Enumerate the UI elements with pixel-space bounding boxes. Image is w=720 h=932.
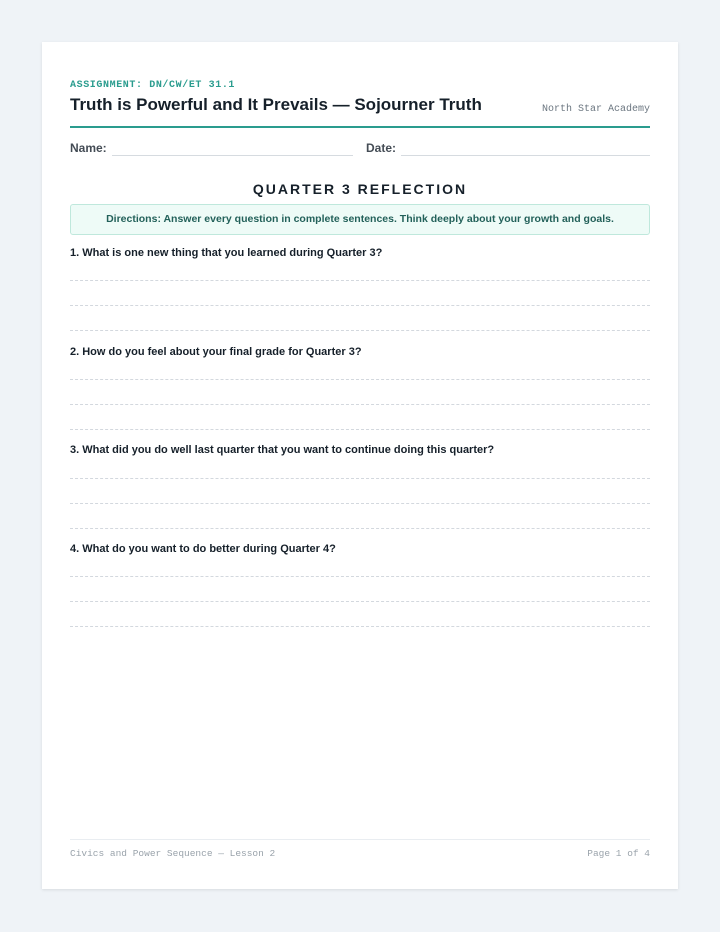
- date-field[interactable]: [401, 155, 650, 156]
- name-field[interactable]: [112, 155, 353, 156]
- answer-line[interactable]: [70, 330, 650, 331]
- footer-divider: [70, 839, 650, 840]
- answer-line[interactable]: [70, 404, 650, 405]
- answer-line[interactable]: [70, 601, 650, 602]
- answer-line[interactable]: [70, 379, 650, 380]
- answer-line[interactable]: [70, 280, 650, 281]
- question-2: [70, 345, 650, 359]
- question-1: [70, 246, 650, 260]
- worksheet-page: [42, 42, 678, 889]
- answer-line[interactable]: [70, 503, 650, 504]
- page-title: Truth is Powerful and It Prevails — Sojourner Truth: [70, 95, 482, 114]
- answer-line[interactable]: [70, 305, 650, 306]
- question-text: 3. What did you do well last quarter that you want to continue doing this quarter?: [70, 444, 495, 456]
- question-4: [70, 542, 650, 556]
- answer-line[interactable]: [70, 576, 650, 577]
- answer-line[interactable]: [70, 528, 650, 529]
- answer-line[interactable]: [70, 626, 650, 627]
- assignment-code: ASSIGNMENT: DN/CW/ET 31.1: [70, 80, 236, 91]
- header-divider: [70, 126, 650, 128]
- question-3: [70, 443, 650, 457]
- question-text: 2. How do you feel about your final grade for Quarter 3?: [70, 346, 362, 358]
- school-name: North Star Academy: [541, 104, 650, 115]
- section-title: QUARTER 3 REFLECTION: [252, 181, 468, 197]
- question-text: 1. What is one new thing that you learned during Quarter 3?: [70, 247, 383, 259]
- date-label: Date:: [366, 141, 397, 155]
- page-number: Page 1 of 4: [587, 848, 650, 859]
- question-text: 4. What do you want to do better during Quarter 4?: [70, 543, 336, 555]
- footer-lesson: Civics and Power Sequence — Lesson 2: [70, 848, 276, 859]
- directions-box: Directions: Answer every question in complete sentences. Think deeply about your growth and goals.: [70, 204, 650, 235]
- name-label: Name:: [70, 141, 107, 155]
- answer-line[interactable]: [70, 478, 650, 479]
- answer-line[interactable]: [70, 429, 650, 430]
